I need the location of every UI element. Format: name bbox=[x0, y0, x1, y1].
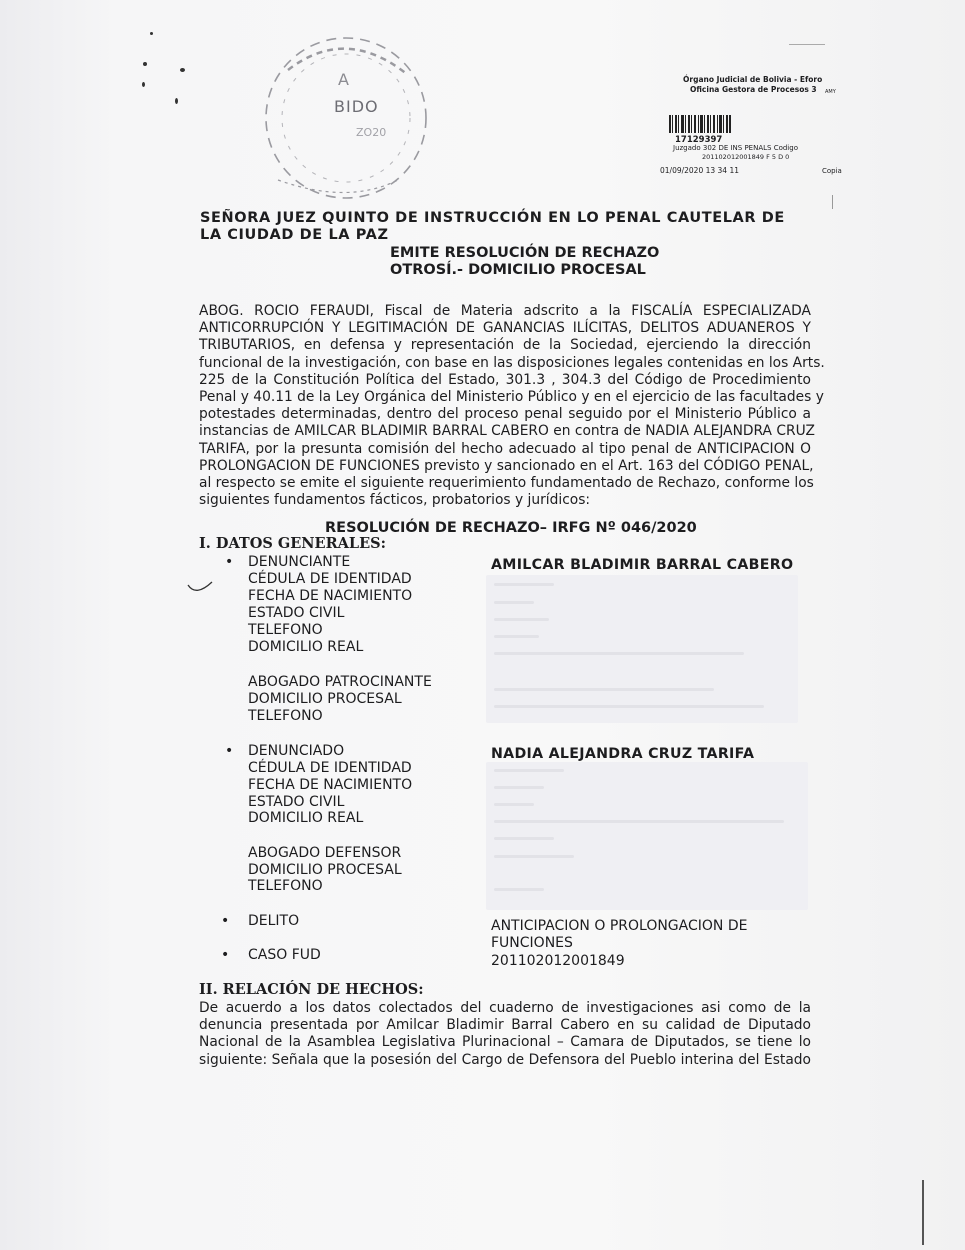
registry-court: Órgano Judicial de Bolivia - Eforo bbox=[683, 75, 823, 84]
label-procedural-address: DOMICILIO PROCESAL bbox=[248, 691, 402, 707]
label-denunciado: DENUNCIADO bbox=[248, 743, 345, 759]
registry-office: Oficina Gestora de Procesos 3 bbox=[690, 85, 817, 94]
margin-dot bbox=[150, 32, 153, 35]
intro-line: funcional de la investigación, con base en las disposiciones legales contenidas en los Arts. bbox=[199, 354, 825, 371]
facts-line: Nacional de la Asamblea Legislativa Plurinacional – Camara de Diputados, se tiene lo bbox=[199, 1034, 811, 1051]
intro-line: 225 de la Constitución Política del Estado, 301.3 , 304.3 del Código de Procedimiento bbox=[199, 371, 811, 388]
registry-copy-label: Copia bbox=[822, 167, 842, 175]
section-general-data-title: I. DATOS GENERALES: bbox=[199, 535, 386, 552]
document-otrosi: OTROSÍ.- DOMICILIO PROCESAL bbox=[390, 262, 646, 278]
label-delito: DELITO bbox=[248, 913, 300, 929]
label-ci: CÉDULA DE IDENTIDAD bbox=[248, 760, 412, 776]
intro-line: TRIBUTARIOS, en defensa y representación de la Sociedad, ejerciendo la dirección bbox=[199, 337, 811, 354]
intro-line: potestades determinadas, dentro del proceso penal seguido por el Ministerio Público a bbox=[199, 406, 811, 423]
caso-fud-value: 201102012001849 bbox=[491, 953, 625, 969]
intro-line: instancias de AMILCAR BLADIMIR BARRAL CABERO en contra de NADIA ALEJANDRA CRUZ bbox=[199, 423, 815, 440]
delito-value-line1: ANTICIPACION O PROLONGACION DE bbox=[491, 918, 748, 934]
label-phone: TELEFONO bbox=[248, 622, 323, 638]
label-ci: CÉDULA DE IDENTIDAD bbox=[248, 571, 412, 587]
margin-dot bbox=[175, 98, 178, 104]
margin-dot bbox=[143, 62, 147, 66]
intro-paragraph bbox=[199, 303, 825, 509]
section-facts-title: II. RELACIÓN DE HECHOS: bbox=[199, 981, 424, 998]
addressee: SEÑORA JUEZ QUINTO DE INSTRUCCIÓN EN LO PENAL CAUTELAR DE LA CIUDAD DE LA PAZ bbox=[200, 210, 785, 243]
label-address: DOMICILIO REAL bbox=[248, 810, 364, 826]
denunciante-name: AMILCAR BLADIMIR BARRAL CABERO bbox=[491, 557, 794, 573]
bullet-denunciante: • bbox=[225, 554, 234, 570]
label-address: DOMICILIO REAL bbox=[248, 639, 364, 655]
registry-code: 201102012001849 F 5 D 0 bbox=[702, 153, 790, 161]
intro-line: ANTICORRUPCIÓN Y LEGITIMACIÓN DE GANANCIAS ILÍCITAS, DELITOS ADUANEROS Y bbox=[199, 320, 811, 337]
label-denunciante: DENUNCIANTE bbox=[248, 554, 351, 570]
label-birthdate: FECHA DE NACIMIENTO bbox=[248, 588, 413, 604]
bottom-right-rule bbox=[922, 1180, 924, 1245]
registry-initials: AMY bbox=[825, 89, 836, 95]
label-birthdate: FECHA DE NACIMIENTO bbox=[248, 777, 413, 793]
label-civil-status: ESTADO CIVIL bbox=[248, 794, 345, 810]
registry-juzgado: Juzgado 302 DE INS PENALS Codigo bbox=[673, 144, 798, 152]
bullet-delito: • bbox=[221, 913, 230, 929]
reception-stamp bbox=[238, 30, 438, 210]
stamp-graphic bbox=[238, 30, 438, 210]
facts-line: denuncia presentada por Amilcar Bladimir Barral Cabero en su calidad de Diputado bbox=[199, 1017, 811, 1034]
barcode bbox=[669, 115, 731, 133]
label-procedural-address: DOMICILIO PROCESAL bbox=[248, 862, 402, 878]
intro-line: al respecto se emite el siguiente requerimiento fundamentado de Rechazo, conforme los bbox=[199, 475, 814, 492]
label-caso-fud: CASO FUD bbox=[248, 947, 321, 963]
bullet-caso: • bbox=[221, 947, 230, 963]
top-right-rule bbox=[789, 44, 825, 45]
redacted-block bbox=[486, 762, 808, 910]
facts-paragraph bbox=[199, 1000, 811, 1069]
stamp-text-date: ZO20 bbox=[356, 126, 387, 139]
registry-datetime: 01/09/2020 13 34 11 bbox=[660, 166, 740, 175]
label-lawyer: ABOGADO PATROCINANTE bbox=[248, 674, 432, 690]
intro-line: ABOG. ROCIO FERAUDI, Fiscal de Materia adscrito a la FISCALÍA ESPECIALIZADA bbox=[199, 303, 811, 319]
registry-number: 17129397 bbox=[675, 135, 723, 145]
label-civil-status: ESTADO CIVIL bbox=[248, 605, 345, 621]
check-mark-icon bbox=[186, 579, 214, 597]
label-defense-lawyer: ABOGADO DEFENSOR bbox=[248, 845, 402, 861]
stamp-text-top: A bbox=[338, 70, 349, 89]
facts-line: De acuerdo a los datos colectados del cuaderno de investigaciones asi como de la bbox=[199, 1000, 811, 1016]
delito-value-line2: FUNCIONES bbox=[491, 935, 573, 951]
right-margin-rule bbox=[832, 195, 833, 209]
margin-dot bbox=[180, 68, 185, 72]
barcode-graphic bbox=[669, 115, 731, 133]
stamp-text-mid: BIDO bbox=[334, 97, 379, 116]
margin-dot bbox=[142, 82, 145, 87]
intro-line: Penal y 40.11 de la Ley Orgánica del Ministerio Público y en el ejercicio de las facultades y bbox=[199, 389, 824, 406]
intro-line: siguientes fundamentos fácticos, probatorios y jurídicos: bbox=[199, 492, 591, 509]
label-lawyer-phone: TELEFONO bbox=[248, 878, 323, 894]
document-title: EMITE RESOLUCIÓN DE RECHAZO bbox=[390, 245, 660, 261]
denunciado-name: NADIA ALEJANDRA CRUZ TARIFA bbox=[491, 746, 755, 762]
resolution-title: RESOLUCIÓN DE RECHAZO– IRFG Nº 046/2020 bbox=[325, 520, 697, 536]
intro-line: PROLONGACION DE FUNCIONES previsto y sancionado en el Art. 163 del CÓDIGO PENAL, bbox=[199, 457, 814, 474]
redacted-block bbox=[486, 575, 798, 723]
label-lawyer-phone: TELEFONO bbox=[248, 708, 323, 724]
bullet-denunciado: • bbox=[225, 743, 234, 759]
registry-block bbox=[640, 75, 840, 185]
facts-line: siguiente: Señala que la posesión del Cargo de Defensora del Pueblo interina del Estado bbox=[199, 1051, 811, 1068]
intro-line: TARIFA, por la presunta comisión del hecho adecuado al tipo penal de ANTICIPACION O bbox=[199, 440, 811, 457]
